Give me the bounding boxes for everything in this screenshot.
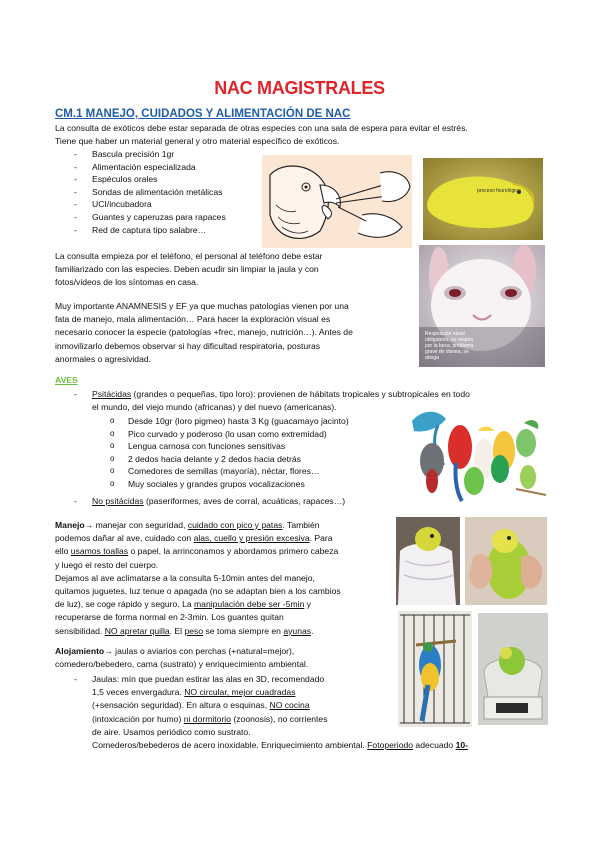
image-caption: proceso feurológico <box>477 188 521 194</box>
aves-heading: AVES <box>55 375 78 385</box>
consulta-paragraph <box>55 250 415 290</box>
no-psitacidas-block: - No psitácidas (paseriformes, aves de corral, acuáticas, rapaces…) <box>74 496 346 506</box>
psitacidas-line2: el mundo, del viejo mundo (africanas) y del nuevo (americanas). <box>92 402 337 413</box>
psitacidas-sublist <box>110 415 410 491</box>
alojamiento-block: Alojamiento→ jaulas o aviarios con perchas (+natural=mejor), comedero/bebedero, cama (sustrato) y enriquecimiento ambiental. <box>55 646 309 670</box>
intro-line: La consulta de exóticos debe estar separada de otras especies con una sala de espera para evitar el estrés. <box>55 123 468 133</box>
bird-towel-image <box>396 517 460 605</box>
bird-hand-image <box>465 517 547 605</box>
list-item: - Bascula precisión 1gr <box>74 148 274 161</box>
arrow-icon: → <box>104 646 113 656</box>
arrow-icon: → <box>84 520 94 530</box>
intro-line: Tiene que haber un material general y otro material específico de exóticos. <box>55 136 340 147</box>
list-item: - Alimentación especializada <box>74 161 274 174</box>
psitacidas-term: Psitácidas <box>92 389 132 399</box>
list-item: o 2 dedos hacia delante y 2 dedos hacia detrás <box>110 453 410 466</box>
manejo-label: Manejo <box>55 520 85 530</box>
anamnesis-paragraph <box>55 300 417 366</box>
parrots-icon <box>408 403 548 503</box>
page-title: NAC MAGISTRALES <box>214 78 385 98</box>
alojamiento-label: Alojamiento <box>55 646 105 656</box>
list-item: - Sondas de alimentación metálicas <box>74 186 274 199</box>
list-item: - Red de captura tipo salabre… <box>74 224 274 237</box>
no-psitacidas-text: (paseriformes, aves de corral, acuáticas, rapaces…) <box>143 496 346 506</box>
paragraph-line: anormales o agresividad. <box>55 353 152 364</box>
paragraph-line: fotos/videos de los síntomas en casa. <box>55 277 199 288</box>
no-psitacidas-term: No psitácidas <box>92 496 144 506</box>
yellow-bird-image <box>423 158 543 240</box>
paragraph-line: Muy importante ANAMNESIS y EF ya que muchas patologías vienen por una <box>55 301 349 311</box>
list-item: o Desde 10gr (loro pigmeo) hasta 3 Kg (guacamayo jacinto) <box>110 415 410 428</box>
psitacidas-text: (grandes o pequeñas, tipo loro): provienen de hábitats tropicales y subtropicales en todo <box>131 389 470 399</box>
material-list <box>74 148 274 236</box>
jaulas-item: - Jaulas: mín que puedan estirar las alas en 3D, recomendado 1,5 veces envergadura. NO circular, mejor cuadradas (+sensación seguridad). En altura o esquinas, NO cocina (intoxicación por humo) ni dormitorio (zoonosis), no corrientes de aire. Usamos periódico como sustrato. Comederos/bebederos de acero inoxidable. Enriquecimiento ambiental. Fotoperiodo adecuado 10- <box>74 674 468 751</box>
list-item: - Guantes y caperuzas para rapaces <box>74 211 274 224</box>
yellow-bird-icon <box>423 158 543 240</box>
bird-hand-icon <box>465 517 547 605</box>
bird-sketch-icon <box>262 155 412 248</box>
intro-text <box>55 122 555 148</box>
list-item: o Pico curvado y poderoso (lo usan como extremidad) <box>110 428 410 441</box>
paragraph-line: necesario conocer la especie (patologías +frec, manejo, nutrición…). Antes de <box>55 327 353 338</box>
manejo-block: Manejo→ manejar con seguridad, cuidado con pico y patas. También podemos dañar al ave, cuidado con alas, cuello y presión excesiva. Para ello usamos toallas o papel, la arrinconamos y abordamos primero cabeza y luego el resto del cuerpo. Dejamos al ave aclimatarse a la consulta 5-10min antes del manejo, quitamos juguetes, luz tenue o apagada (no se adaptan bien a los cambios de luz), se coge rápido y seguro. La manipulación debe ser -5min y recuperarse de forma normal en 2-3min. Los guantes quitan sensibilidad. NO apretar quilla. El peso se toma siempre en ayunas. <box>55 520 341 636</box>
section-heading: CM.1 MANEJO, CUIDADOS Y ALIMENTACIÓN DE NAC <box>55 108 351 120</box>
list-item: o Lengua carnosa con funciones sensitivas <box>110 440 410 453</box>
psitacidas-block: - Psitácidas (grandes o pequeñas, tipo loro): provienen de hábitats tropicales y subtropicales en todo el mundo, del viejo mundo (africanas) y del nuevo (americanas). <box>74 388 564 414</box>
beak-sketch-image <box>262 155 412 248</box>
list-item: o Muy sociales y grandes grupos vocalizaciones <box>110 478 410 491</box>
paragraph-line: familiarizado con las especies. Deben acudir sin limpiar la jaula y con <box>55 264 319 275</box>
paragraph-line: La consulta empieza por el teléfono, el personal al teléfono debe estar <box>55 251 323 261</box>
list-item: - Espéculos orales <box>74 173 274 186</box>
list-item: o Comedores de semillas (mayoría), néctar, flores… <box>110 465 410 478</box>
paragraph-line: inmovilizarlo debemos observar si hay dificultad respiratoria, posturas <box>55 340 321 351</box>
image-caption: Respiración nasal obligatoria, no respira por la boca, problema grave de disnea, se ahoga <box>425 331 474 361</box>
list-item: - UCI/incubadora <box>74 198 274 211</box>
rabbit-image <box>419 245 545 367</box>
parrots-image <box>408 403 548 503</box>
bird-towel-icon <box>396 517 460 605</box>
paragraph-line: fata de manejo, mala alimentación… Para hacer la exploración visual es <box>55 314 331 325</box>
